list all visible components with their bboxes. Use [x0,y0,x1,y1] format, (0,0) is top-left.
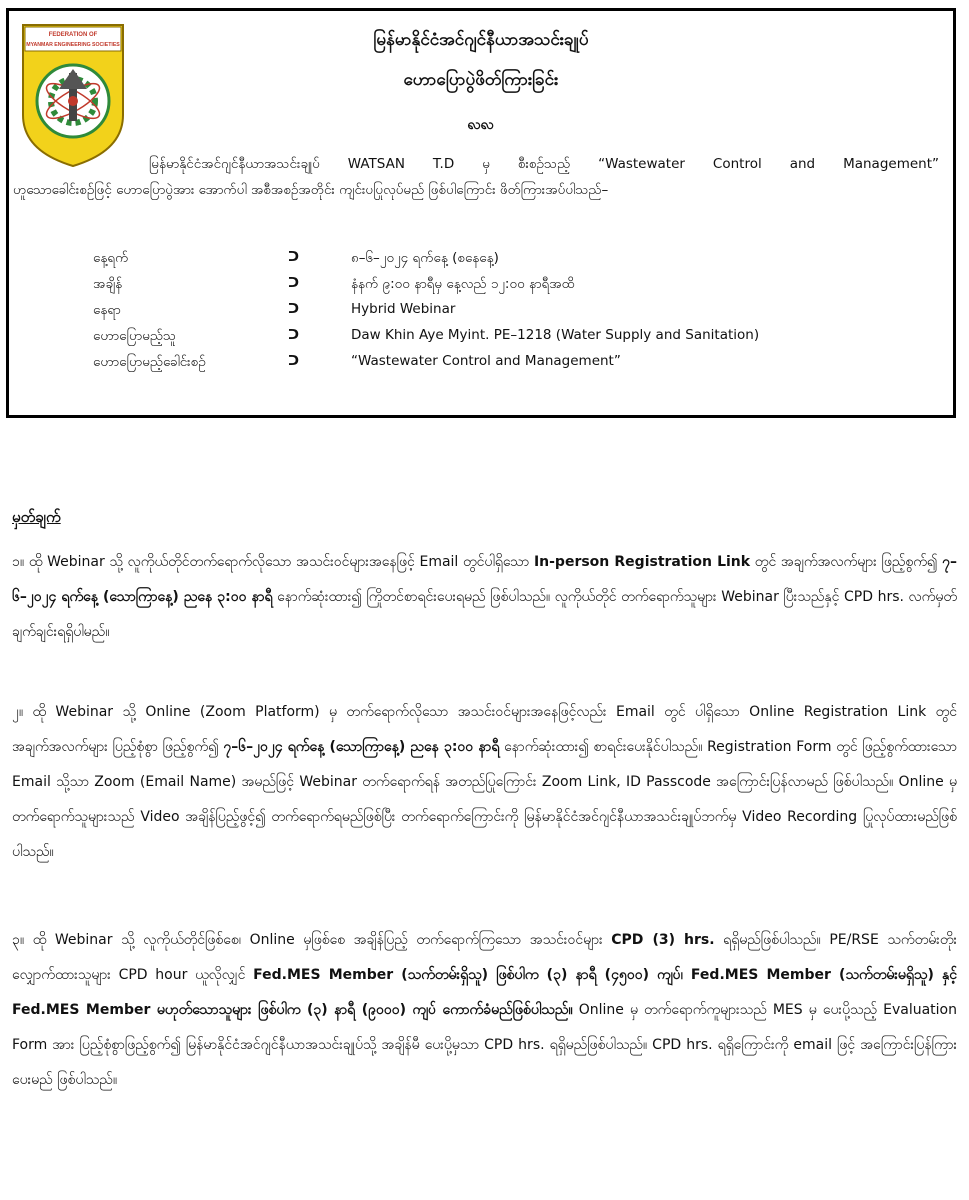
page-title: မြန်မာနိုင်ငံအင်ဂျင်နီယာအသင်းချုပ် [373,30,589,50]
text-run: ၃။ ထို Webinar သို့ လူကိုယ်တိုင်ဖြစ်စေ၊ Online မှဖြစ်စေ အချိန်ပြည့် တက်ရောက်ကြသော အသင်းဝင်များ [12,932,612,948]
svg-text:MYANMAR ENGINEERING SOCIETIES: MYANMAR ENGINEERING SOCIETIES [26,42,120,48]
schedule-value: ၈–၆–၂၀၂၄ ရက်နေ့ (စနေနေ့) [351,250,499,266]
deadline-text: ၇–၆–၂၀၂၄ ရက်နေ့ (သောကြာနေ့) ညနေ ၃:၀၀ နာရီ [223,739,500,755]
colon-mark: ᑐ [288,327,300,343]
deadline-text: ၇–၆–၂၀၂၄ ရက်နေ့ (သောကြာနေ့) ညနေ ၃:၀၀ နာရီ [12,554,957,605]
fee-text: Fed.MES Member (သက်တမ်းရှိသူ) ဖြစ်ပါက (၃) နာရီ (၄၅၀၀) ကျပ်၊ Fed.MES Member (သက်တမ်းမရှိသူ) နှင့် Fed.MES Member မဟုတ်သောသူများ ဖြစ်ပါက (၃) နာရီ (၉၀၀၀) ကျပ် ကောက်ခံမည်ဖြစ်ပါသည်။ [12,967,957,1018]
page-subtitle: ဟောပြောပွဲဖိတ်ကြားခြင်း [403,70,559,90]
text-run: တွင် အချက်အလက်များ ဖြည့်စွက်၍ [750,554,943,570]
schedule-table [93,249,933,379]
schedule-label: အချိန် [93,276,123,292]
schedule-row-time [93,275,933,301]
colon-mark: ᑐ [288,353,300,369]
text-run: ၂။ ထို Webinar သို့ Online (Zoom Platform) မှ တက်ရောက်လိုသော အသင်းဝင်များအနေဖြင့်လည်း Email တွင် ပါရှိသော Online Registration Link တွင် အချက်အလက်များ ပြည့်စုံစွာ ဖြည့်စွက်၍ [12,704,957,755]
remarks-heading: မှတ်ချက် [12,508,61,526]
text-run: နောက်ဆုံးထား၍ ကြိုတင်စာရင်းပေးရမည် ဖြစ်ပါသည်။ လူကိုယ်တိုင် တက်ရောက်သူများ Webinar ပြီးသည်နှင့် CPD hrs. လက်မှတ်ချက်ချင်းရရှိပါမည်။ [12,589,958,640]
intro-line-2: ဟူသောခေါင်းစဉ်ဖြင့် ဟောပြောပွဲအား အောက်ပါ အစီအစဉ်အတိုင်း ကျင်းပပြုလုပ်မည် ဖြစ်ပါကြောင်း ဖိတ်ကြားအပ်ပါသည်– [13,182,609,198]
remark-paragraph-1 [12,545,957,650]
schedule-value: Daw Khin Aye Myint. PE–1218 (Water Supply and Sanitation) [351,327,760,343]
colon-mark: ᑐ [288,301,300,317]
colon-mark: ᑐ [288,249,300,265]
schedule-label: နေရာ [93,302,121,318]
schedule-row-speaker [93,327,933,353]
ornament: ꩮꩮ [467,117,495,133]
schedule-row-date [93,249,933,275]
cpd-hours-text: CPD (3) hrs. [611,932,715,948]
remark-paragraph-2 [12,695,957,870]
text-run: နောက်ဆုံးထား၍ စာရင်းပေးနိုင်ပါသည်။ Registration Form တွင် ဖြည့်စွက်ထားသော Email သို့သာ Zoom (Email Name) အမည်ဖြင့် Webinar တက်ရောက်ရန် အတည်ပြုကြောင်း Zoom Link, ID Passcode အကြောင်းပြန်လာမည် ဖြစ်ပါသည်။ Online မှ တက်ရောက်သူများသည် Video အချိန်ပြည့်ဖွင့်၍ တက်ရောက်ရမည်ဖြစ်ပြီး တက်ရောက်ကြောင်းကို မြန်မာနိုင်ငံအင်ဂျင်နီယာအသင်းချုပ်ဘက်မှ Video Recording ပြုလုပ်ထားမည်ဖြစ်ပါသည်။ [12,739,957,860]
remark-paragraph-3 [12,923,957,1098]
registration-link-label: In-person Registration Link [533,554,751,570]
schedule-value: နံနက် ၉:၀၀ နာရီမှ နေ့လည် ၁၂:၀၀ နာရီအထိ [351,276,575,292]
schedule-label: ဟောပြောမည့်သူ [93,328,177,344]
schedule-value: Hybrid Webinar [351,301,456,317]
text-run: Online မှ တက်ရောက်ကူများသည် MES မှ ပေးပို့သည့် Evaluation Form အား ပြည့်စုံစွာဖြည့်စွက်၍ မြန်မာနိုင်ငံအင်ဂျင်နီယာအသင်းချုပ်သို့ အချိန်မီ ပေးပို့မှသာ CPD hrs. ရရှိမည်ဖြစ်ပါသည်။ CPD hrs. ရရှိကြောင်းကို email ဖြင့် အကြောင်းပြန်ကြားပေးမည် ဖြစ်ပါသည်။ [12,1002,957,1088]
notice-box [6,8,956,418]
schedule-label: ဟောပြောမည့်ခေါင်းစဉ် [93,354,206,370]
schedule-value: “Wastewater Control and Management” [351,353,621,369]
schedule-row-venue [93,301,933,327]
colon-mark: ᑐ [288,275,300,291]
svg-text:FEDERATION OF: FEDERATION OF [48,32,98,38]
intro-line-1: မြန်မာနိုင်ငံအင်ဂျင်နီယာအသင်းချုပ် WATSAN T.D မှ စီးစဉ်သည့် “Wastewater Control and Management” [149,156,939,172]
text-run: ၁။ ထို Webinar သို့ လူကိုယ်တိုင်တက်ရောက်လိုသော အသင်းဝင်များအနေဖြင့် Email တွင်ပါရှိသော [12,554,534,570]
schedule-label: နေ့ရက် [93,250,129,266]
schedule-row-topic [93,353,933,379]
text-run: ရရှိမည်ဖြစ်ပါသည်။ PE/RSE သက်တမ်းတိုးလျှောက်ထားသူများ CPD hour ယူလိုလျှင် [12,932,957,983]
